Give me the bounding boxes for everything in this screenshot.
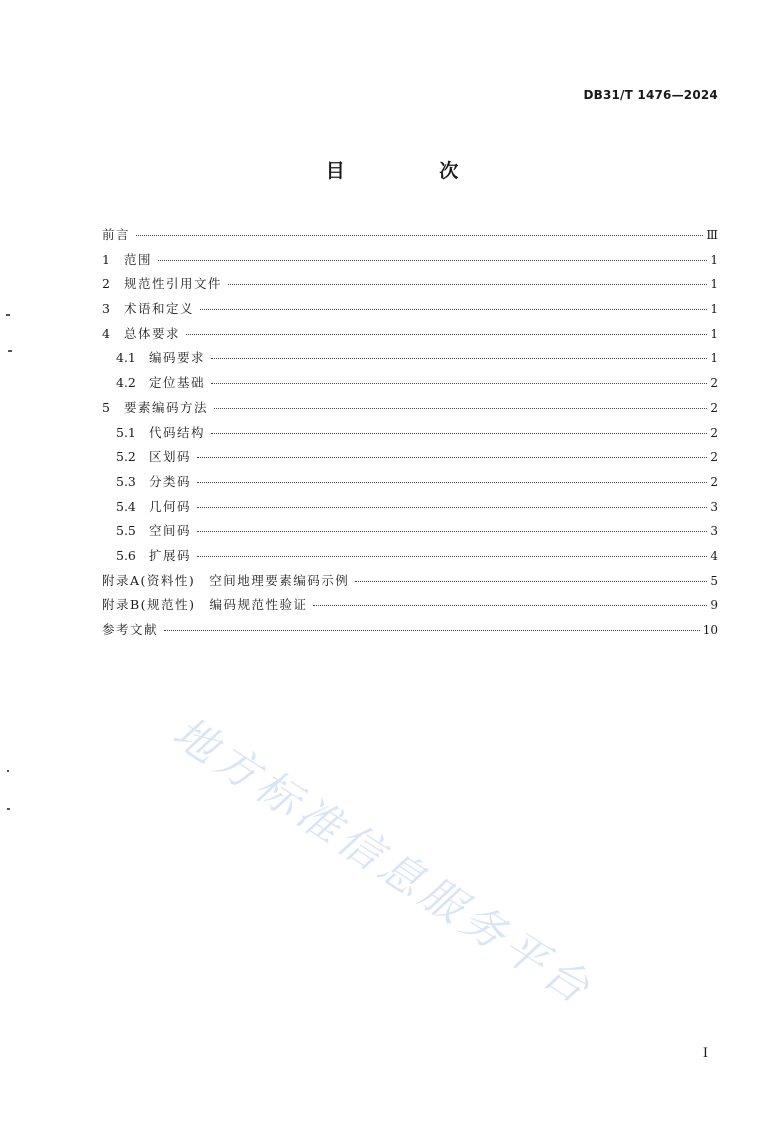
toc-entry-label-main: 分类码 [149,473,192,489]
toc-entry[interactable] [102,571,718,596]
toc-entry-number: 5 [102,399,110,415]
toc-entry-label [149,546,191,564]
toc-entry[interactable] [102,472,718,497]
toc-entry-label-main: 规范性引用文件 [124,276,223,292]
toc-dot-leader [186,334,707,335]
toc-entry-label [149,472,191,490]
toc-entry-label [149,447,191,465]
toc-dot-leader [200,309,707,310]
toc-entry-number: 2 [102,276,110,292]
toc-entry[interactable] [102,250,718,275]
toc-entry-label-main: 几何码 [149,498,192,514]
toc-entry-label [149,497,191,515]
toc-entry-number: 5.5 [116,523,136,539]
toc-entry-page: 4 [710,548,718,563]
toc-dot-leader [214,408,707,409]
toc-entry-page: Ⅲ [706,228,718,242]
toc-entry-label [102,225,130,243]
toc-entry-page: 2 [710,400,718,415]
page-title: 目 次 [325,160,503,182]
toc-dot-leader [211,383,707,384]
watermark: 地方标准信息服务平台 [163,707,603,1017]
toc-entry-label-main: 区划码 [149,449,192,465]
toc-entry[interactable] [102,373,718,398]
toc-entry-label-main: 附录B(规范性) [102,597,196,613]
toc-entry-page: 10 [702,623,718,637]
toc-entry[interactable] [102,348,718,373]
toc-dot-leader [197,507,707,508]
toc-entry[interactable] [102,521,718,546]
toc-entry-label-title: 编码规范性验证 [209,597,308,613]
toc-dot-leader [355,581,707,582]
toc-entry-page: 1 [710,326,718,341]
toc-entry[interactable] [102,274,718,299]
toc-entry-page: 3 [710,524,718,539]
toc-entry-label [124,274,222,292]
toc-entry-page: 3 [710,499,718,514]
toc-entry-page: 1 [710,252,718,267]
toc-entry-label-main: 参考文献 [102,622,159,637]
toc-dot-leader [158,260,707,261]
toc-dot-leader [313,605,707,606]
toc-entry-number: 3 [102,301,110,317]
toc-entry[interactable] [102,324,718,349]
toc-entry[interactable] [102,398,718,423]
toc-entry-label-main: 编码要求 [149,350,206,366]
scan-mark [6,314,10,316]
toc-entry[interactable] [102,423,718,448]
toc-entry-number: 4.2 [116,375,136,391]
toc-entry-page: 1 [710,302,718,317]
toc-dot-leader [228,284,707,285]
toc-entry-number: 4 [102,325,110,341]
scan-mark [7,770,9,772]
toc-entry-label-main: 要素编码方法 [124,399,209,415]
toc-entry-label-main: 附录A(资料性) [102,572,196,588]
toc-entry-page: 1 [710,351,718,366]
toc-entry-label-main: 定位基础 [149,375,206,391]
toc-entry-number: 5.3 [116,473,136,489]
toc-entry-label [124,250,152,268]
scan-mark [8,350,12,352]
toc-entry-label-main: 扩展码 [149,547,192,563]
toc-entry-label-main: 术语和定义 [124,301,195,317]
toc-dot-leader [197,556,707,557]
toc-dot-leader [197,531,707,532]
toc-entry-label [149,373,205,391]
toc-entry-page: 2 [710,450,718,465]
toc-entry-page: 5 [710,573,718,588]
toc-entry[interactable] [102,225,718,250]
toc-dot-leader [136,235,703,236]
toc-entry-label-main: 总体要求 [124,325,181,341]
toc-entry-label [102,620,158,638]
toc-entry-label-title: 空间地理要素编码示例 [209,572,350,588]
toc-dot-leader [211,358,707,359]
toc-dot-leader [211,433,707,434]
document-code: DB31/T 1476—2024 [583,88,718,102]
table-of-contents [102,225,718,645]
toc-dot-leader [164,630,700,631]
toc-entry-page: 1 [710,277,718,292]
toc-entry-label-main: 空间码 [149,523,192,539]
toc-entry-label [102,571,349,589]
toc-entry-number: 5.6 [116,547,136,563]
toc-dot-leader [197,457,707,458]
toc-entry[interactable] [102,299,718,324]
toc-entry-page: 2 [710,425,718,440]
toc-entry[interactable] [102,595,718,620]
toc-entry[interactable] [102,546,718,571]
toc-entry-page: 9 [710,598,718,613]
toc-entry-label [102,595,307,613]
toc-entry[interactable] [102,620,718,645]
toc-entry-number: 5.2 [116,449,136,465]
toc-dot-leader [197,482,707,483]
toc-entry-label-main: 前言 [102,227,131,242]
toc-entry-number: 5.1 [116,424,136,440]
toc-entry-label [124,398,208,416]
toc-entry-label [149,521,191,539]
toc-entry-page: 2 [710,474,718,489]
toc-entry[interactable] [102,497,718,522]
toc-entry-label-main: 范围 [124,251,153,267]
scan-mark [7,808,10,810]
toc-entry[interactable] [102,447,718,472]
toc-entry-label [124,299,194,317]
toc-entry-label [124,324,180,342]
toc-entry-label [149,348,205,366]
toc-entry-number: 1 [102,251,110,267]
page-number: I [702,1046,708,1061]
toc-entry-number: 4.1 [116,350,136,366]
toc-entry-number: 5.4 [116,498,136,514]
toc-entry-label [149,423,205,441]
toc-entry-page: 2 [710,376,718,391]
toc-entry-label-main: 代码结构 [149,424,206,440]
